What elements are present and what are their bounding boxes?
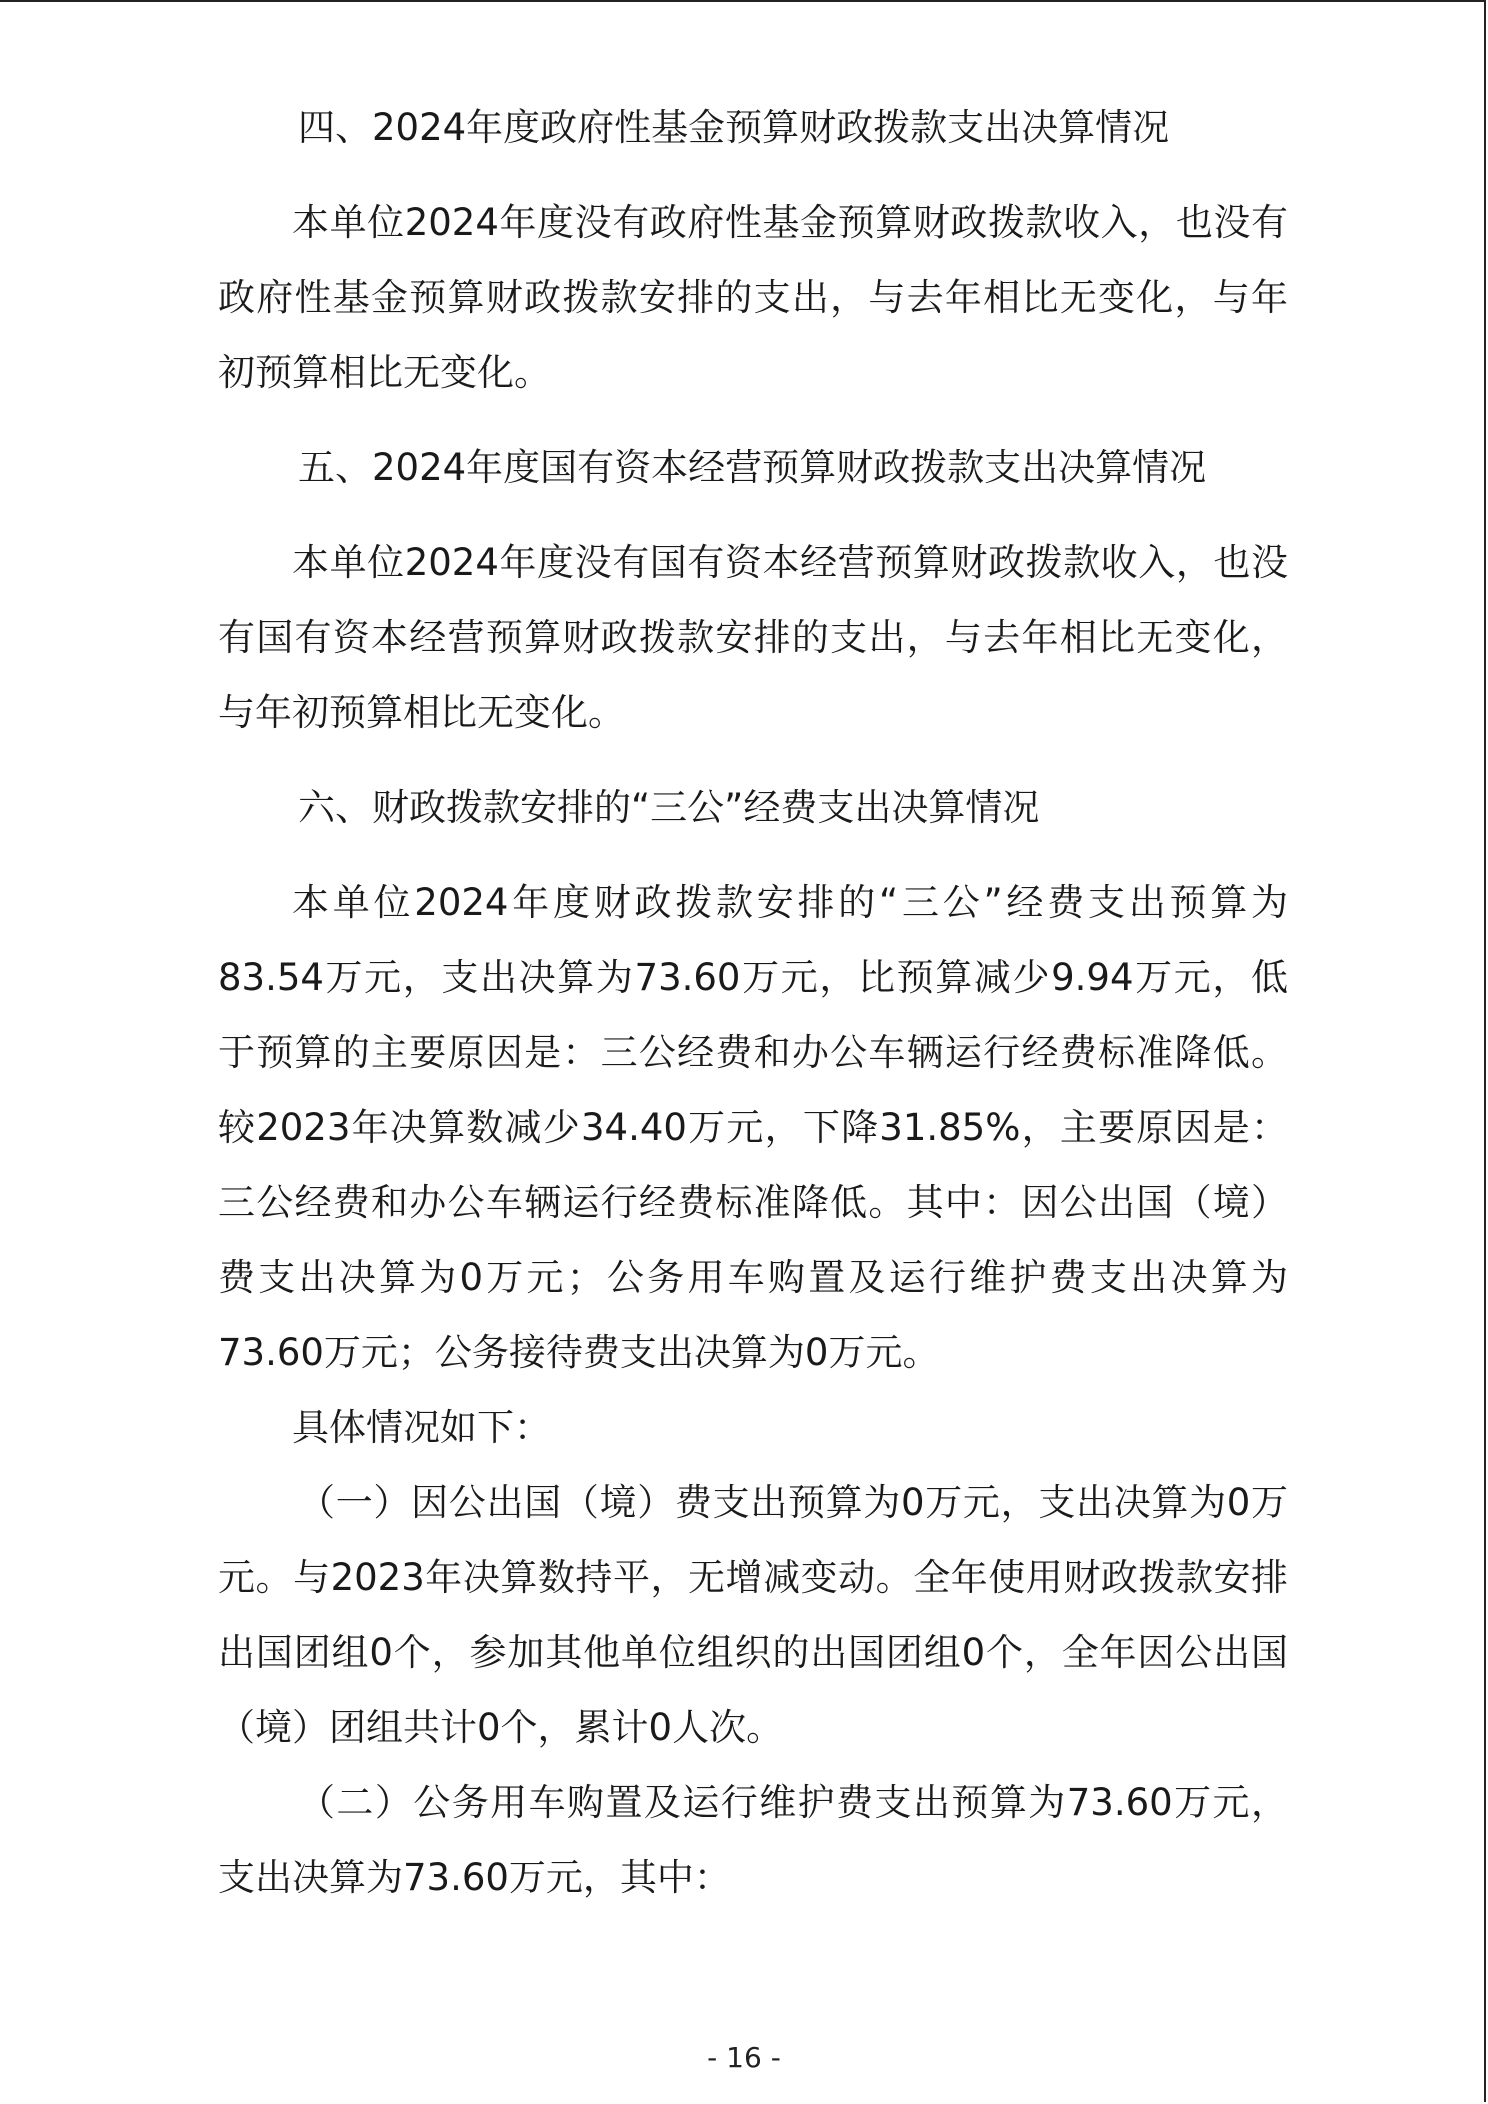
paragraph-state-capital: 本单位2024年度没有国有资本经营预算财政拨款收入，也没有国有资本经营预算财政拨款安排的支出，与去年相比无变化，与年初预算相比无变化。 (218, 541, 1288, 734)
document-body (218, 90, 1288, 1915)
paragraph-three-public-expenses: 本单位2024年度财政拨款安排的“三公”经费支出预算为83.54万元，支出决算为73.60万元，比预算减少9.94万元，低于预算的主要原因是：三公经费和办公车辆运行经费标准降低。较2023年决算数减少34.40万元，下降31.85%，主要原因是：三公经费和办公车辆运行经费标准降低。其中：因公出国（境）费支出决算为0万元；公务用车购置及运行维护费支出决算为73.60万元；公务接待费支出决算为0万元。 (218, 881, 1288, 1374)
paragraph-item-official-vehicles: （二）公务用车购置及运行维护费支出预算为73.60万元，支出决算为73.60万元，其中： (218, 1781, 1288, 1899)
paragraph-details-intro: 具体情况如下： (292, 1406, 551, 1449)
section-heading-government-fund: 四、2024年度政府性基金预算财政拨款支出决算情况 (298, 106, 1170, 149)
paragraph-item-overseas-travel: （一）因公出国（境）费支出预算为0万元，支出决算为0万元。与2023年决算数持平，无增减变动。全年使用财政拨款安排出国团组0个，参加其他单位组织的出国团组0个，全年因公出国（境）团组共计0个，累计0人次。 (218, 1481, 1288, 1749)
section-heading-state-capital: 五、2024年度国有资本经营预算财政拨款支出决算情况 (298, 446, 1207, 489)
paragraph-government-fund: 本单位2024年度没有政府性基金预算财政拨款收入，也没有政府性基金预算财政拨款安排的支出，与去年相比无变化，与年初预算相比无变化。 (218, 201, 1288, 394)
section-heading-three-public-expenses: 六、财政拨款安排的“三公”经费支出决算情况 (298, 786, 1040, 829)
page-number: - 16 - (707, 2041, 781, 2074)
